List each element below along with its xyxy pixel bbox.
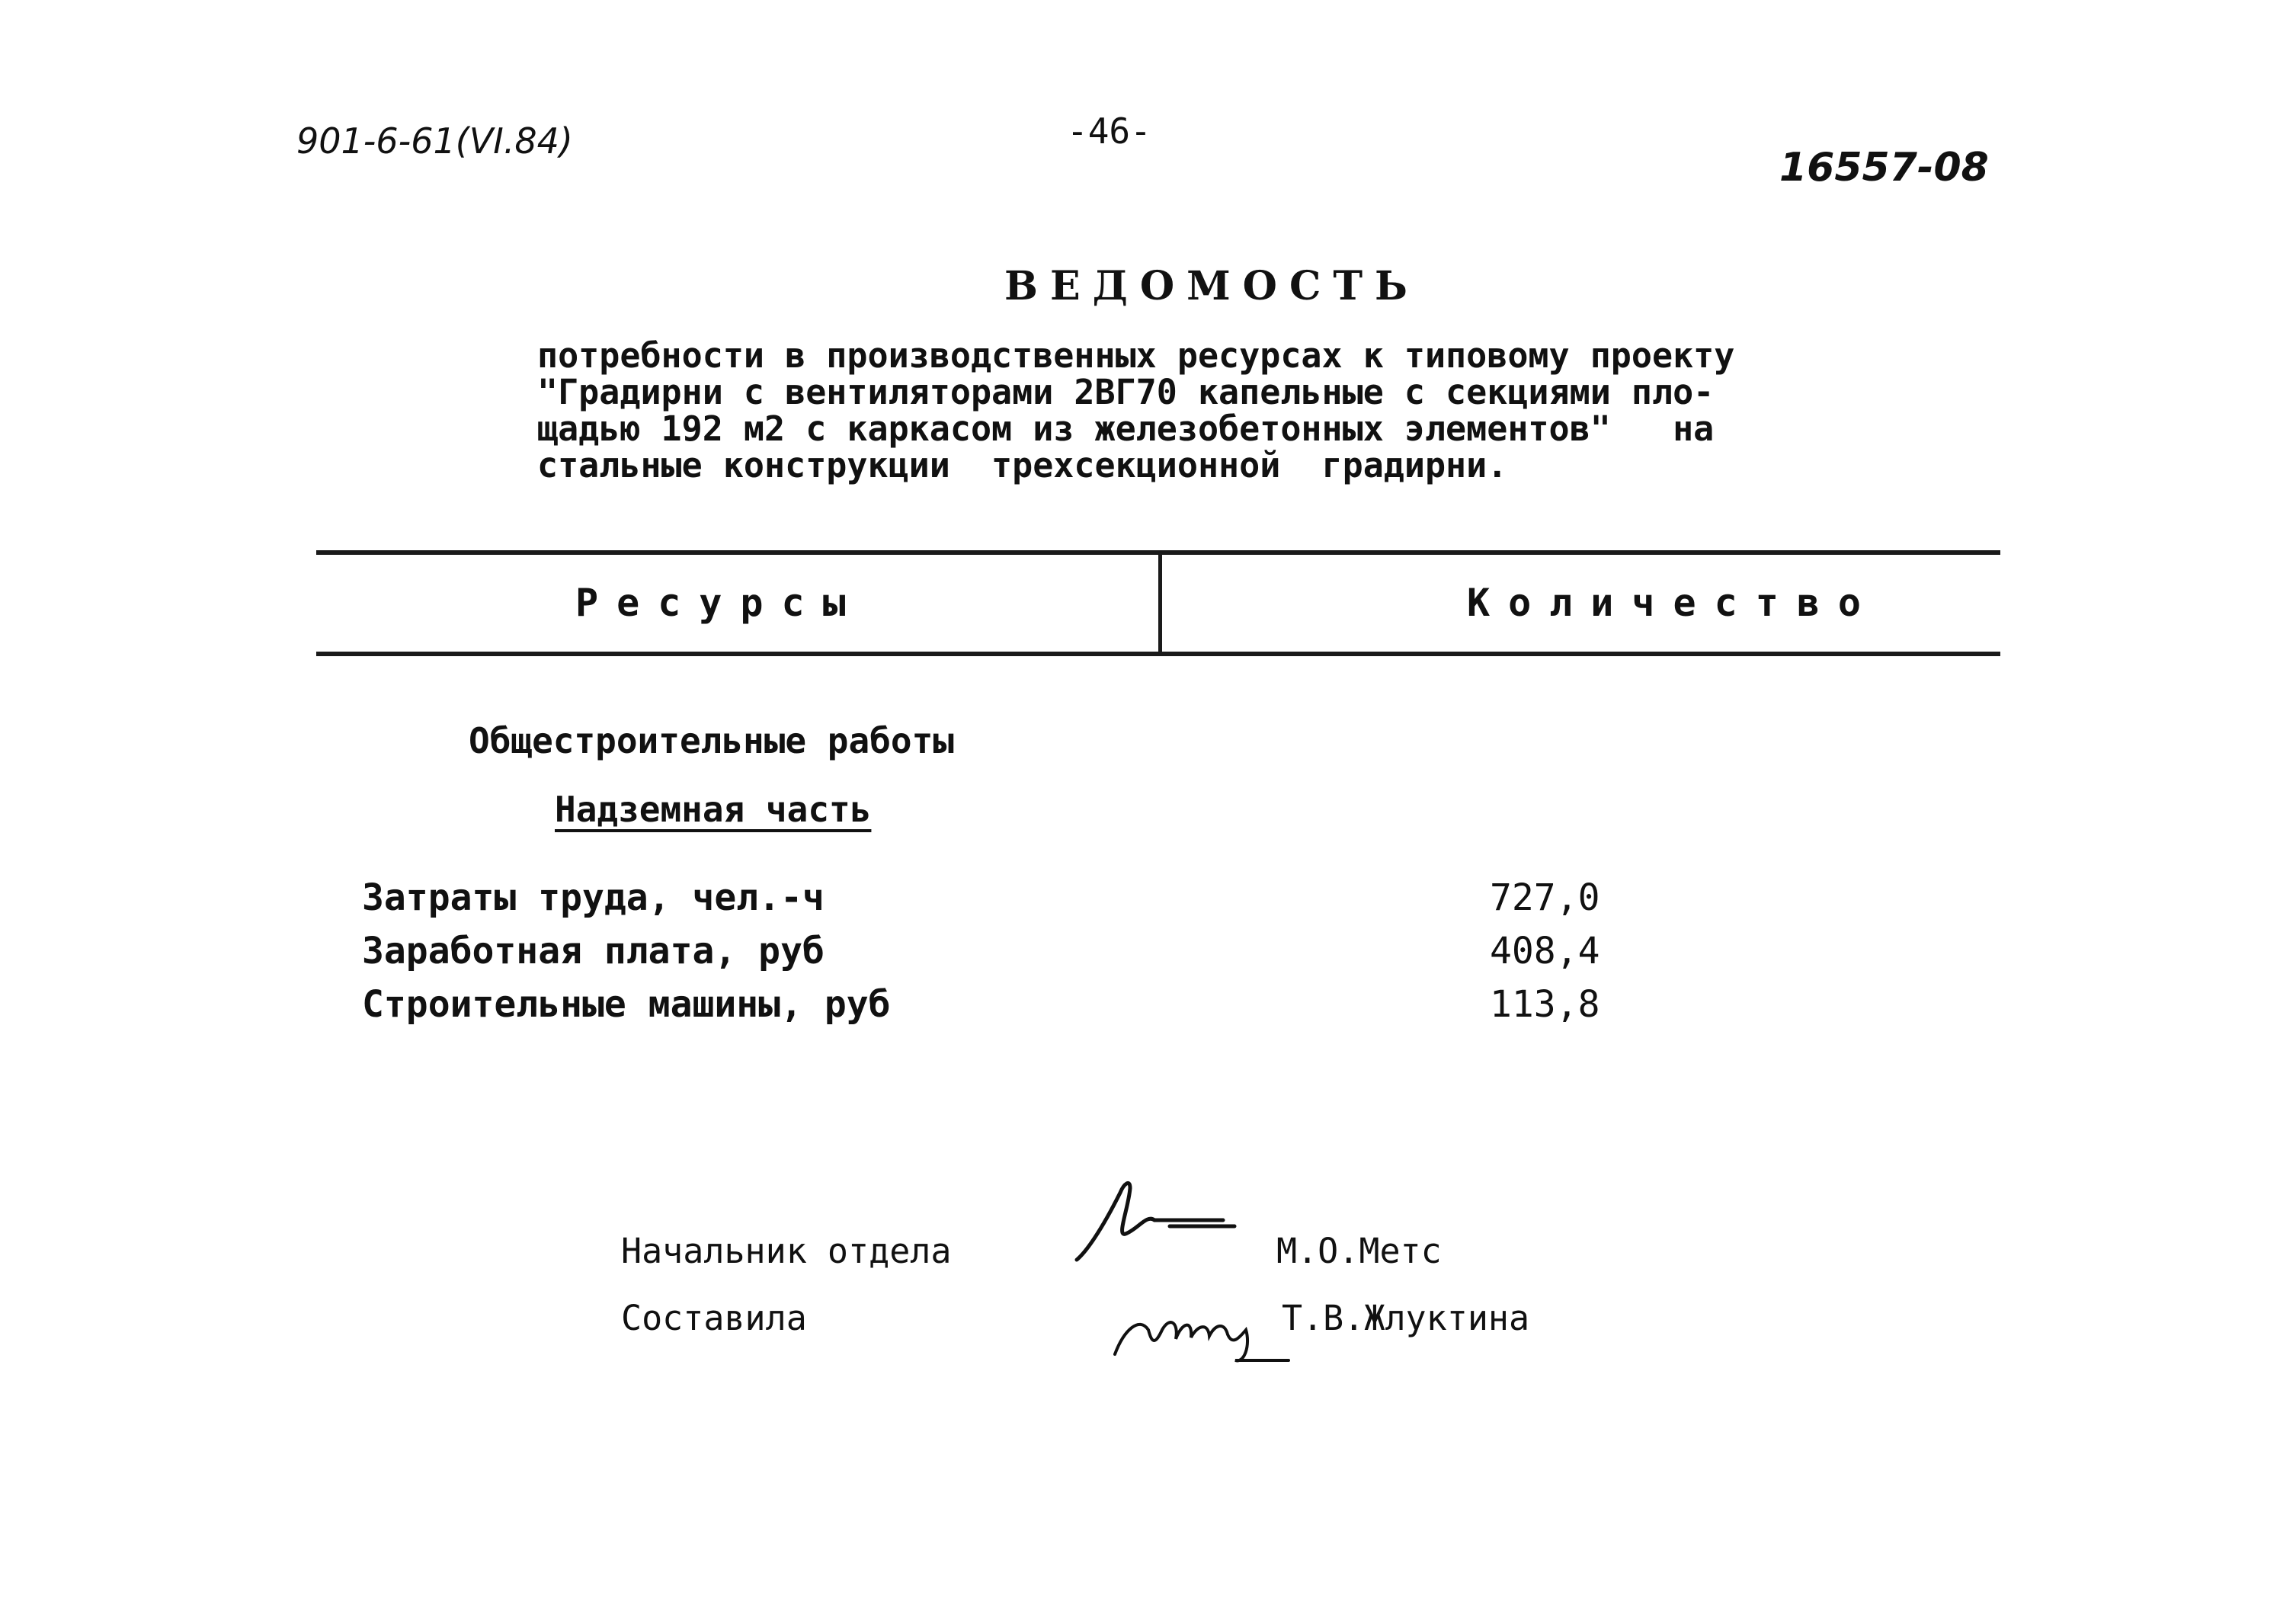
resource-name: Затраты труда, чел.-ч xyxy=(362,876,825,919)
section-title: Общестроительные работы xyxy=(469,720,954,761)
resource-name: Заработная плата, руб xyxy=(362,930,825,972)
subtitle-line-3: щадью 192 м2 с каркасом из железобетонных элементов" на xyxy=(537,408,1715,449)
column-header-quantity: Количество xyxy=(1467,581,1880,625)
signer-name: М.О.Метс xyxy=(1276,1231,1442,1271)
subtitle-line-1: потребности в производственных ресурсах к типовому проекту xyxy=(537,335,1735,376)
svg-text:901-6-61(VI.84): 901-6-61(VI.84) xyxy=(296,120,572,162)
resource-name: Строительные машины, руб xyxy=(362,983,891,1026)
doc-code-handwritten xyxy=(282,101,571,171)
signer-role: Начальник отдела xyxy=(621,1231,952,1271)
handwritten-signature-icon xyxy=(1071,1170,1269,1269)
archive-number: 16557-08 xyxy=(1779,145,1989,191)
resource-value: 408,4 xyxy=(1490,930,1600,972)
subtitle-line-4: стальные конструкции трехсекционной градирни. xyxy=(537,445,1508,485)
resource-value: 113,8 xyxy=(1490,983,1600,1026)
signer-name: Т.В.Жлуктина xyxy=(1282,1298,1530,1338)
handwritten-signature-icon xyxy=(1109,1299,1292,1368)
column-header-resources: Ресурсы xyxy=(575,581,864,625)
subsection-title: Надземная часть xyxy=(555,789,872,830)
subtitle-line-2: "Градирни с вентиляторами 2ВГ70 капельные с секциями пло- xyxy=(537,372,1715,412)
table-header-bottom-rule xyxy=(316,652,2000,656)
document-title: ВЕДОМОСТЬ xyxy=(1004,263,1420,309)
column-divider xyxy=(1158,553,1162,653)
page-number: -46- xyxy=(1067,111,1151,152)
resource-value: 727,0 xyxy=(1490,876,1600,919)
signer-role: Составила xyxy=(621,1298,807,1338)
